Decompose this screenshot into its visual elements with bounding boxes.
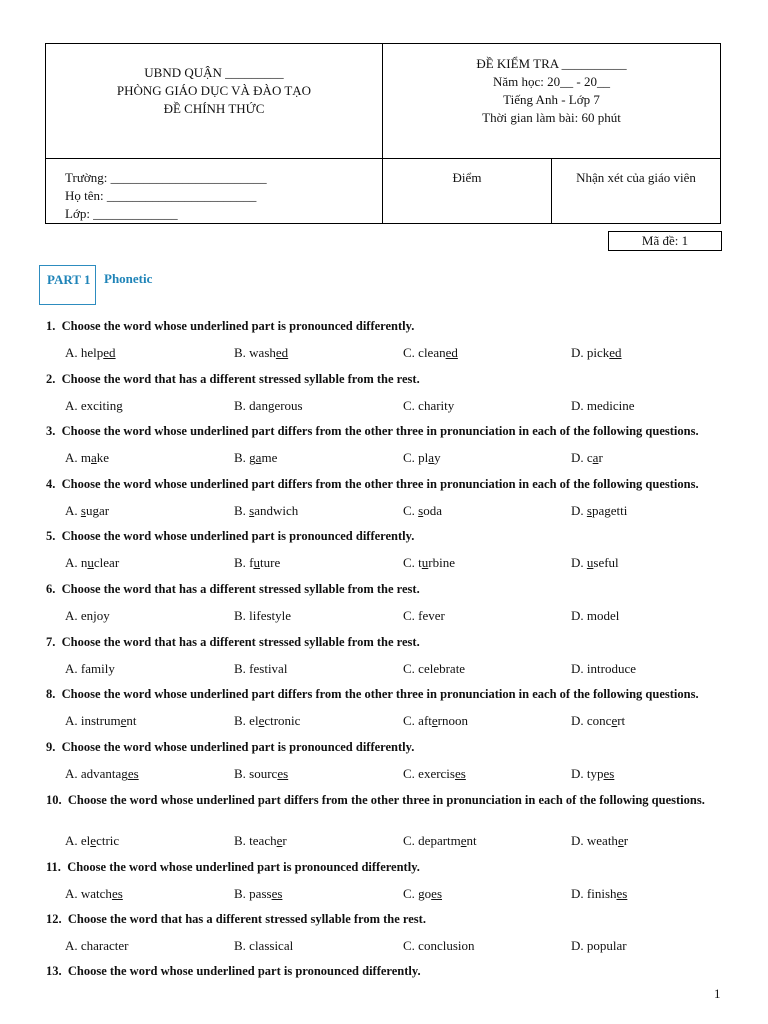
part-title: Phonetic <box>104 271 153 286</box>
option-text: A. m <box>65 450 91 465</box>
option-text: A. enjoy <box>65 608 110 623</box>
underlined-part: e <box>258 713 265 728</box>
answer-option[interactable] <box>571 886 627 902</box>
option-text: D. <box>571 503 587 518</box>
option-text: B. classical <box>234 938 294 953</box>
underlined-part: es <box>127 766 139 781</box>
part-label-box: PART 1 <box>39 265 96 305</box>
question-number: 8. <box>46 687 56 701</box>
option-text: ctronic <box>264 713 301 728</box>
option-text: oda <box>423 503 443 518</box>
underlined-part: ed <box>609 345 622 360</box>
question-number: 6. <box>46 582 56 596</box>
question-number: 13. <box>46 964 62 978</box>
underlined-part: s <box>586 503 592 518</box>
option-text: rt <box>617 713 626 728</box>
answer-option[interactable] <box>571 938 627 954</box>
option-text: D. finish <box>571 886 617 901</box>
answer-option[interactable] <box>571 398 635 414</box>
underlined-part: s <box>249 503 255 518</box>
answer-option[interactable] <box>403 713 468 729</box>
option-text: nt <box>466 833 477 848</box>
option-text: B. g <box>234 450 256 465</box>
answer-option[interactable] <box>65 713 137 729</box>
answer-option[interactable] <box>571 766 614 782</box>
option-text: B. lifestyle <box>234 608 292 623</box>
answer-option[interactable] <box>403 345 458 361</box>
option-text: B. el <box>234 713 259 728</box>
option-text: seful <box>593 555 619 570</box>
answer-option[interactable] <box>234 555 280 571</box>
option-text: D. popular <box>571 938 627 953</box>
question-text: Choose the word whose underlined part differs from the other three in pronunciation in each of the following questions. <box>61 424 699 438</box>
answer-option[interactable] <box>571 713 625 729</box>
score-label: Điểm <box>452 170 482 185</box>
answer-option[interactable] <box>234 661 287 677</box>
underlined-part: es <box>271 886 283 901</box>
answer-option[interactable] <box>65 886 123 902</box>
option-text: C. departm <box>403 833 461 848</box>
option-text: A. el <box>65 833 91 848</box>
underlined-part: a <box>91 450 97 465</box>
question-text: Choose the word whose underlined part is pronounced differently. <box>61 740 415 754</box>
option-text: A. n <box>65 555 88 570</box>
answer-option[interactable] <box>403 938 475 954</box>
underlined-part: a <box>255 450 262 465</box>
question-number: 4. <box>46 477 56 491</box>
underlined-part: u <box>87 555 94 570</box>
option-text: clear <box>93 555 120 570</box>
answer-option[interactable] <box>571 833 628 849</box>
question-text: Choose the word whose underlined part is pronounced differently. <box>61 319 415 333</box>
option-text: C. conclusion <box>403 938 475 953</box>
answer-option[interactable] <box>234 345 288 361</box>
district-line: UBND QUẬN _________ <box>144 65 284 80</box>
option-text: D. pick <box>571 345 610 360</box>
answer-option[interactable] <box>571 661 636 677</box>
underlined-part: s <box>80 503 86 518</box>
option-text: B. wash <box>234 345 276 360</box>
underlined-part: es <box>277 766 289 781</box>
answer-option[interactable] <box>65 938 129 954</box>
underlined-part: s <box>418 503 424 518</box>
option-text: C. exercis <box>403 766 455 781</box>
question-text: Choose the word whose underlined part differs from the other three in pronunciation in each of the following questions. <box>61 477 699 491</box>
exam-code-box: Mã đề: 1 <box>608 231 722 251</box>
underlined-part: u <box>421 555 429 570</box>
question-number: 2. <box>46 372 56 386</box>
option-text: r <box>623 833 629 848</box>
answer-option[interactable] <box>65 608 110 624</box>
question-number: 9. <box>46 740 56 754</box>
option-text: C. t <box>403 555 422 570</box>
answer-option[interactable] <box>65 450 109 466</box>
option-text: rbine <box>428 555 456 570</box>
underlined-part: es <box>603 766 615 781</box>
question-number: 7. <box>46 635 56 649</box>
option-text: C. clean <box>403 345 446 360</box>
question-stem <box>46 912 726 927</box>
option-text: y <box>434 450 441 465</box>
question-text: Choose the word whose underlined part differs from the other three in pronunciation in each of the following questions. <box>67 793 705 807</box>
option-text: r <box>598 450 603 465</box>
question-stem <box>46 635 726 650</box>
option-text: D. model <box>571 608 620 623</box>
answer-option[interactable] <box>234 833 287 849</box>
question-stem <box>46 529 726 544</box>
subject-grade: Tiếng Anh - Lớp 7 <box>503 92 600 107</box>
question-text: Choose the word whose underlined part is pronounced differently. <box>67 964 421 978</box>
question-text: Choose the word that has a different stressed syllable from the rest. <box>61 635 420 649</box>
teacher-comment-cell <box>552 159 721 224</box>
option-text: D. c <box>571 450 593 465</box>
answer-option[interactable] <box>403 450 441 466</box>
answer-option[interactable] <box>403 766 466 782</box>
option-text: B. sourc <box>234 766 278 781</box>
score-cell <box>383 159 552 224</box>
question-stem <box>46 964 726 979</box>
question-text: Choose the word whose underlined part is pronounced differently. <box>61 529 415 543</box>
question-stem <box>46 424 726 439</box>
answer-option[interactable] <box>571 345 622 361</box>
option-text: ture <box>260 555 281 570</box>
underlined-part: es <box>431 886 443 901</box>
exam-title: ĐỀ KIỂM TRA __________ <box>476 56 627 71</box>
underlined-part: es <box>111 886 123 901</box>
name-field: Họ tên: _______________________ <box>65 188 257 203</box>
option-text: andwich <box>254 503 299 518</box>
teacher-comment-label: Nhận xét của giáo viên <box>576 170 696 185</box>
underlined-part: ed <box>103 345 116 360</box>
school-field: Trường: ________________________ <box>65 170 267 185</box>
answer-option[interactable] <box>571 450 603 466</box>
answer-option[interactable] <box>234 713 300 729</box>
option-text: D. introduce <box>571 661 636 676</box>
underlined-part: e <box>120 713 127 728</box>
option-text: B. dangerous <box>234 398 303 413</box>
answer-option[interactable] <box>234 886 282 902</box>
option-text: C. celebrate <box>403 661 466 676</box>
option-text: ctric <box>96 833 120 848</box>
header-table <box>45 43 721 224</box>
option-text: C. <box>403 503 419 518</box>
school-year: Năm học: 20__ - 20__ <box>493 74 610 89</box>
answer-option[interactable] <box>65 398 123 414</box>
question-text: Choose the word that has a different stressed syllable from the rest. <box>61 582 420 596</box>
answer-option[interactable] <box>571 555 619 571</box>
answer-option[interactable] <box>234 398 303 414</box>
option-text: D. <box>571 555 587 570</box>
answer-option[interactable] <box>234 938 293 954</box>
underlined-part: e <box>431 713 438 728</box>
option-text: ke <box>96 450 110 465</box>
option-text: ugar <box>85 503 110 518</box>
question-stem <box>46 793 726 808</box>
option-text: A. advantag <box>65 766 128 781</box>
answer-option[interactable] <box>403 833 477 849</box>
question-number: 3. <box>46 424 56 438</box>
option-text: rnoon <box>437 713 469 728</box>
underlined-part: a <box>592 450 599 465</box>
question-number: 11. <box>46 860 61 874</box>
question-stem <box>46 582 726 597</box>
option-text: C. charity <box>403 398 455 413</box>
official-exam-line: ĐỀ CHÍNH THỨC <box>163 101 265 116</box>
option-text: B. teach <box>234 833 277 848</box>
class-field: Lớp: _____________ <box>65 206 178 221</box>
option-text: C. pl <box>403 450 429 465</box>
answer-option[interactable] <box>234 503 298 519</box>
option-text: B. <box>234 503 250 518</box>
school-authority-cell <box>46 44 383 159</box>
underlined-part: e <box>460 833 467 848</box>
option-text: B. pass <box>234 886 272 901</box>
question-number: 1. <box>46 319 56 333</box>
answer-option[interactable] <box>65 833 119 849</box>
department-line: PHÒNG GIÁO DỤC VÀ ĐÀO TẠO <box>116 83 312 98</box>
answer-option[interactable] <box>65 766 139 782</box>
option-text: D. typ <box>571 766 604 781</box>
option-text: me <box>261 450 278 465</box>
answer-option[interactable] <box>403 398 454 414</box>
option-text: D. medicine <box>571 398 635 413</box>
answer-option[interactable] <box>65 503 109 519</box>
question-number: 12. <box>46 912 62 926</box>
option-text: D. weath <box>571 833 618 848</box>
question-text: Choose the word that has a different stressed syllable from the rest. <box>61 372 420 386</box>
option-text: r <box>282 833 287 848</box>
underlined-part: u <box>253 555 260 570</box>
underlined-part: es <box>616 886 628 901</box>
answer-option[interactable] <box>234 608 291 624</box>
option-text: A. <box>65 503 81 518</box>
answer-option[interactable] <box>403 886 442 902</box>
question-stem <box>46 319 726 334</box>
answer-option[interactable] <box>65 661 115 677</box>
answer-option[interactable] <box>403 608 445 624</box>
exam-info-cell <box>383 44 721 159</box>
option-text: A. character <box>65 938 129 953</box>
answer-option[interactable] <box>403 661 465 677</box>
answer-option[interactable] <box>571 503 627 519</box>
time-limit: Thời gian làm bài: 60 phút <box>482 110 621 125</box>
underlined-part: es <box>454 766 466 781</box>
answer-option[interactable] <box>65 345 116 361</box>
question-number: 5. <box>46 529 56 543</box>
question-stem <box>46 740 726 755</box>
option-text: pagetti <box>591 503 628 518</box>
option-text: D. conc <box>571 713 612 728</box>
underlined-part: a <box>428 450 435 465</box>
answer-option[interactable] <box>571 608 619 624</box>
underlined-part: ed <box>445 345 458 360</box>
option-text: A. instrum <box>65 713 121 728</box>
underlined-part: e <box>611 713 618 728</box>
question-stem <box>46 477 726 492</box>
option-text: C. aft <box>403 713 432 728</box>
option-text: C. fever <box>403 608 445 623</box>
underlined-part: ed <box>275 345 289 360</box>
answer-option[interactable] <box>234 766 288 782</box>
question-stem <box>46 372 726 387</box>
option-text: B. festival <box>234 661 288 676</box>
option-text: A. exciting <box>65 398 123 413</box>
question-text: Choose the word that has a different stressed syllable from the rest. <box>67 912 426 926</box>
student-info-cell <box>46 159 383 224</box>
answer-option[interactable] <box>234 450 277 466</box>
option-text: A. family <box>65 661 115 676</box>
question-stem <box>46 860 726 875</box>
question-text: Choose the word whose underlined part is pronounced differently. <box>67 860 420 874</box>
option-text: C. go <box>403 886 432 901</box>
underlined-part: e <box>90 833 97 848</box>
option-text: A. watch <box>65 886 112 901</box>
answer-option[interactable] <box>403 555 455 571</box>
question-number: 10. <box>46 793 62 807</box>
page-number: 1 <box>714 986 721 1001</box>
answer-option[interactable] <box>403 503 442 519</box>
option-text: B. f <box>234 555 254 570</box>
option-text: A. help <box>65 345 104 360</box>
underlined-part: u <box>586 555 594 570</box>
underlined-part: e <box>617 833 624 848</box>
underlined-part: e <box>276 833 283 848</box>
option-text: nt <box>126 713 137 728</box>
question-text: Choose the word whose underlined part differs from the other three in pronunciation in each of the following questions. <box>61 687 699 701</box>
question-stem <box>46 687 726 702</box>
answer-option[interactable] <box>65 555 119 571</box>
